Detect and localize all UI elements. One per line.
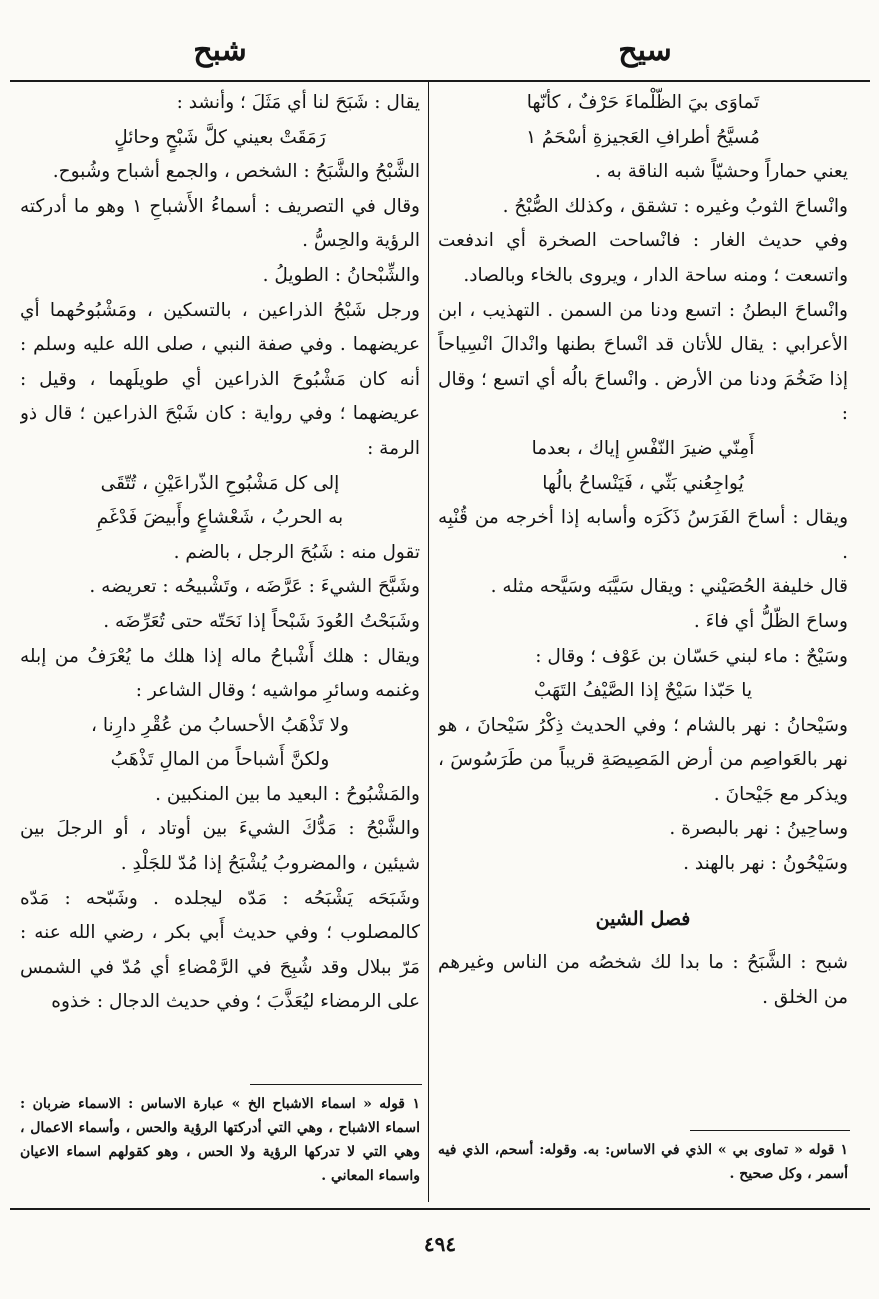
entry-paragraph: يعني حماراً وحشيّاً شبه الناقة به .	[594, 161, 848, 183]
verse-line: رَمَقَتْ بعيني كلَّ شَبْحٍ وحائلٍ	[114, 126, 326, 148]
footnote-right: ١ قوله « تماوى بي » الذي في الاساس: به. وقوله: أسحم، الذي فيه أسمر ، وكل صحيح .	[438, 1142, 848, 1182]
entry-paragraph: تقول منه : شَبُحَ الرجل ، بالضم .	[173, 541, 420, 563]
entry-paragraph: والشِّبْحانُ : الطويلُ .	[262, 264, 420, 286]
entry-paragraph: ويقال : أساحَ الفَرَسُ ذَكَرَه وأسابه إذا أخرجه من قُنْبِه .	[438, 507, 848, 563]
verse-line: ولكنَّ أَشباحاً من المالِ تَذْهَبُ	[110, 749, 330, 771]
right-column-text	[438, 86, 848, 1081]
footnote-rule-left	[250, 1084, 422, 1085]
entry-paragraph: الشَّبْحُ والشَّبَحُ : الشخص ، والجمع أشباح وشُبوح.	[52, 161, 420, 183]
entry-paragraph: والمَشْبُوحُ : البعيد ما بين المنكبين .	[155, 783, 420, 805]
entry-paragraph: وساحِينُ : نهر بالبصرة .	[669, 818, 848, 840]
verse-line: إلى كل مَشْبُوحِ الذّراعَيْنِ ، تُتّقَى	[100, 472, 340, 494]
section-heading: فصل الشين	[595, 907, 691, 930]
verse-line: يا حَبّذا سَيْحٌ إذا الصَّيْفُ التَهَبْ	[533, 680, 753, 702]
entry-paragraph: قال خليفة الحُصَيْني : ويقال سَيَّبَه وسَيَّحه مثله .	[490, 576, 848, 598]
entry-paragraph: وساحَ الظّلُّ أي فاءَ .	[693, 610, 848, 632]
entry-paragraph: ويقال : هلك أَشْباحُ ماله إذا هلك ما يُعْرَفُ من إبله وغنمه وسائرِ مواشيه ؛ وقال الشاعر :	[20, 645, 420, 702]
entry-paragraph: وشَبَحْتُ العُودَ شَبْحاً إذا نَحَتّه حتى تُعَرِّضَه .	[103, 610, 420, 632]
page-number: ٤٩٤	[423, 1232, 457, 1256]
entry-paragraph: وقال في التصريف : أسماءُ الأَشباحِ ١ وهو ما أدركته الرؤية والحِسُّ .	[20, 195, 420, 252]
column-divider	[428, 82, 429, 1202]
entry-paragraph: شبح : الشَّبَحُ : ما بدا لك شخصُه من الناس وغيرهم من الخلق .	[438, 952, 848, 1008]
footer-rule	[10, 1208, 870, 1210]
entry-paragraph: يقال : شَبَحَ لنا أي مَثَلَ ؛ وأنشد :	[176, 92, 420, 113]
entry-paragraph: وفي حديث الغار : فانْساحت الصخرة أي اندفعت واتسعت ؛ ومنه ساحة الدار ، ويروى بالخاء وبالصاد.	[438, 230, 848, 286]
entry-paragraph: وانْساحَ البطنُ : اتسع ودنا من السمن . التهذيب ، ابن الأعرابي : يقال للأتان قد انْساحَ بطنها وانْدالَ انْسِياحاً إذا ضَخُمَ ودنا من الأرض . وانْساحَ بالُه أي اتسع ؛ وقال :	[438, 299, 848, 425]
entry-paragraph: وسَيْحٌ : ماء لبني حَسّان بن عَوْف ؛ وقال :	[535, 645, 848, 667]
entry-paragraph: والشَّبْحُ : مَدُّكَ الشيءَ بين أوتاد ، أو الرجلَ بين شيئين ، والمضروبُ يُشْبَحُ إذا مُدّ للجَلْدِ .	[20, 818, 420, 875]
footnote-left: ١ قوله « اسماء الاشباح الخ » عبارة الاساس : الاسماء ضربان : اسماء الاشباح ، وهي التي أدركتها الرؤية والحس ، وأسماء الاعمال ، وهي التي لا تدركها الرؤية ولا الحس ، وهو كقولهم اسماء الاعيان واسماء المعاني .	[20, 1096, 420, 1184]
verse-line: ولا تَذْهَبُ الأحسابُ من عُقْرِ دارِنا ،	[91, 714, 349, 736]
verse-line: مُسيَّحُ أطرافِ العَجيزةِ أسْحَمُ ١	[526, 126, 760, 148]
header-word-left: شبح	[193, 33, 247, 68]
entry-paragraph: وشَبَّحَ الشيءَ : عَرَّضَه ، وتَشْبيحُه : تعريضه .	[89, 576, 420, 598]
verse-line: تَماوَى بيَ الظّلْماءَ حَرْفٌ ، كأنّها	[526, 92, 760, 113]
entry-paragraph: وشَبَحَه يَشْبَحُه : مَدّه ليجلده . وشَبّحه : مَدّه كالمصلوب ؛ وفي حديث أَبي بكر ، رضي الله عنه : مَرّ ببلال وقد شُبِحَ في الرَّمْضاءِ أي مُدّ في الشمس على الرمضاء ليُعَذَّبَ ؛ وفي حديث الدجال : خذوه	[20, 887, 420, 1013]
left-column-text	[20, 86, 420, 1081]
header-rule	[10, 80, 870, 82]
footnote-rule-right	[690, 1130, 850, 1131]
verse-line: يُواجِعُني بَثّي ، فَيَنْساحُ بالُها	[542, 472, 744, 494]
entry-paragraph: وسَيْحُونُ : نهر بالهند .	[683, 853, 848, 875]
entry-paragraph: وانْساحَ الثوبُ وغيره : تشقق ، وكذلك الصُّبْحُ .	[502, 195, 848, 217]
entry-paragraph: ورجل شَبْحُ الذراعين ، بالتسكين ، ومَشْبُوحُهما أي عريضهما . وفي صفة النبي ، صلى الله عليه وسلم : أنه كان مَشْبُوحَ الذراعين أي طويلَهما ، وقيل : عريضهما ؛ وفي رواية : كان شَبْحَ الذراعين ؛ قال ذو الرمة :	[20, 299, 420, 459]
entry-paragraph: وسَيْحانُ : نهر بالشام ؛ وفي الحديث ذِكْرُ سَيْحانَ ، هو نهر بالعَواصِم من أرض المَصِيصَةِ قريباً من طَرَسُوسَ ، ويذكر مع جَيْحانَ .	[438, 714, 848, 805]
header-word-right: سيح	[618, 33, 672, 68]
verse-line: أَمِنّي ضيرَ النّفْسِ إياك ، بعدما	[531, 437, 755, 459]
verse-line: به الحربُ ، شَعْشاعٍ وأَبيضَ فَدْغَمِ	[96, 507, 344, 529]
